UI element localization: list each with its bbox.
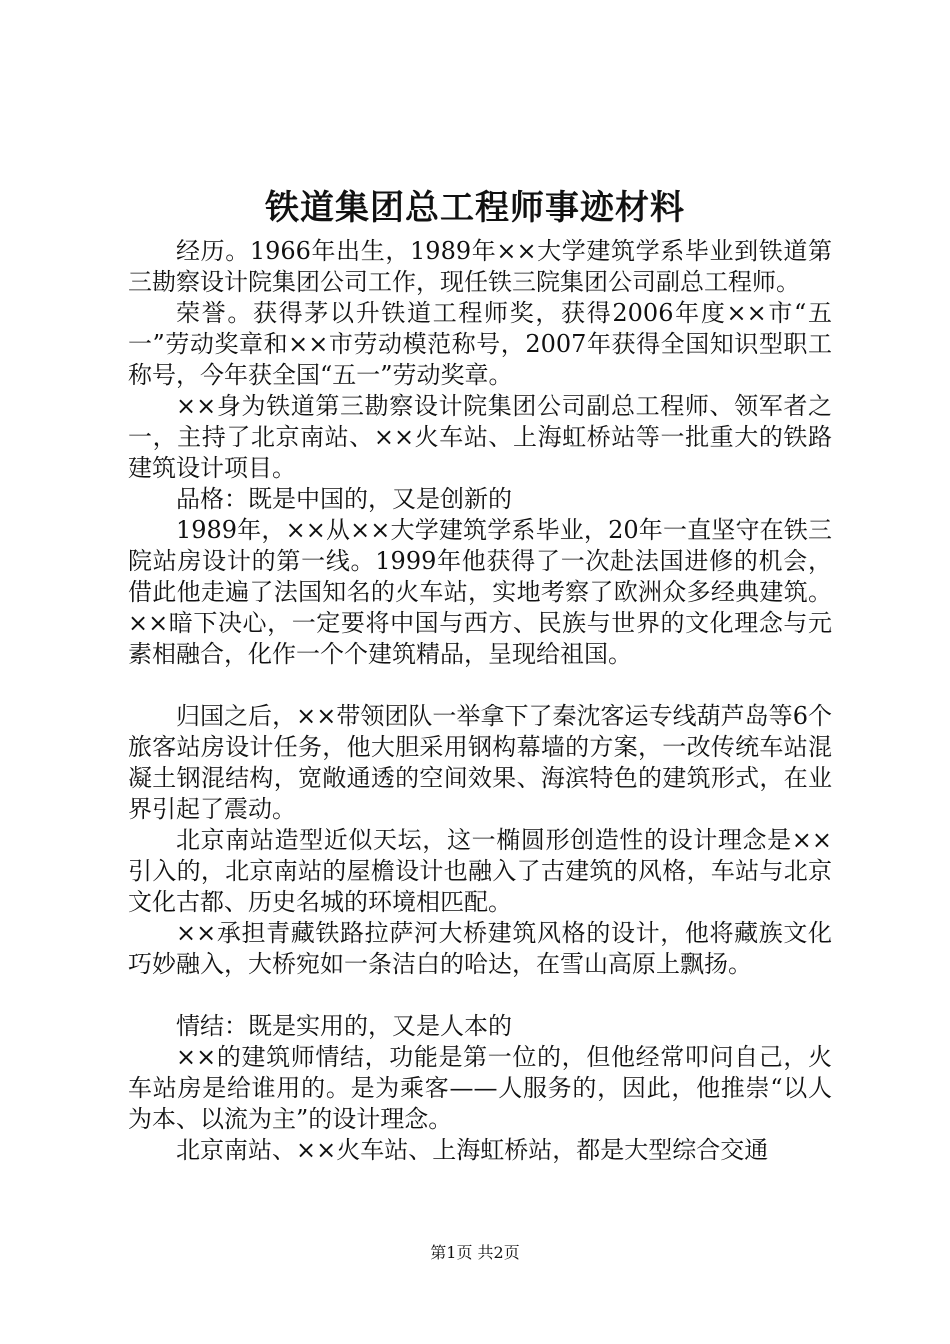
section-heading-character: 品格：既是中国的，又是创新的 [176, 485, 512, 513]
page-footer: 第1页 共2页 [430, 1243, 520, 1262]
paragraph-architect-sentiment: ××的建筑师情结，功能是第一位的，但他经常叩问自己，火车站房是给谁用的。是为乘客——人服务的，因此，他推崇“以人为本、以流为主”的设计理念。 [128, 1043, 832, 1133]
paragraph-beijing-south: 北京南站造型近似天坛，这一椭圆形创造性的设计理念是××引入的，北京南站的屋檐设计也融入了古建筑的风格，车站与北京文化古都、历史名城的环境相匹配。 [128, 826, 832, 916]
document-body [128, 236, 832, 1166]
section-heading-sentiment: 情结：既是实用的，又是人本的 [176, 1012, 512, 1040]
paragraph-experience: 经历。1966年出生，1989年××大学建筑学系毕业到铁道第三勘察设计院集团公司工作，现任铁三院集团公司副总工程师。 [128, 237, 832, 296]
paragraph-hubs: 北京南站、××火车站、上海虹桥站，都是大型综合交通 [176, 1136, 769, 1164]
document-title: 铁道集团总工程师事迹材料 [265, 188, 685, 228]
paragraph-return: 归国之后，××带领团队一举拿下了秦沈客运专线葫芦岛等6个旅客站房设计任务，他大胆采用钢构幕墙的方案，一改传统车站混凝土钢混结构，宽敞通透的空间效果、海滨特色的建筑形式，在业界引起了震动。 [128, 702, 832, 823]
paragraph-role: ××身为铁道第三勘察设计院集团公司副总工程师、领军者之一，主持了北京南站、××火车站、上海虹桥站等一批重大的铁路建筑设计项目。 [128, 392, 832, 482]
paragraph-study-abroad: 1989年，××从××大学建筑学系毕业，20年一直坚守在铁三院站房设计的第一线。1999年他获得了一次赴法国进修的机会，借此他走遍了法国知名的火车站，实地考察了欧洲众多经典建筑。××暗下决心，一定要将中国与西方、民族与世界的文化理念与元素相融合，化作一个个建筑精品，呈现给祖国。 [128, 516, 832, 668]
paragraph-honors: 荣誉。获得茅以升铁道工程师奖，获得2006年度××市“五一”劳动奖章和××市劳动模范称号，2007年获得全国知识型职工称号，今年获全国“五一”劳动奖章。 [128, 299, 832, 389]
paragraph-lhasa-bridge: ××承担青藏铁路拉萨河大桥建筑风格的设计，他将藏族文化巧妙融入，大桥宛如一条洁白的哈达，在雪山高原上飘扬。 [128, 919, 832, 978]
